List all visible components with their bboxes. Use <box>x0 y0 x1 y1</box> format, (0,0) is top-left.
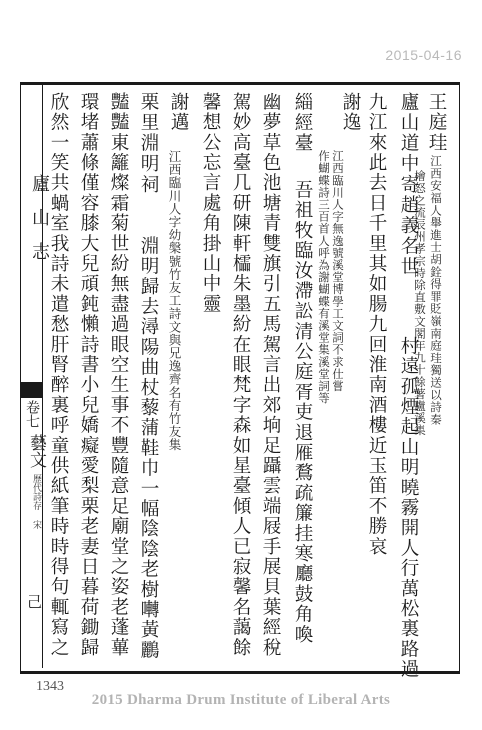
poem-line: 欣然一笑共蝸室我詩未遣愁肝腎醉裏呼童供紙筆時時得句輒寫之 <box>48 92 69 658</box>
poem-line: 環堵蕭條僅容膝大兒頑鈍懶詩書小兒嬌癡愛梨栗老妻日暮荷鋤歸 <box>78 92 99 658</box>
poem-title-zijingtai: 緇經臺 <box>292 92 313 154</box>
author-note-line-2: 檜怒之流辰州孝宗時除直敷文閣年九十餘著盧溪集 <box>413 170 427 437</box>
poem-line: 豔豔東籬燦霜菊世紛無盡過眼空生事不豐隨意足廟堂之姿老蓬蓽 <box>108 92 129 658</box>
margin-subsection: 歷代詩存 宋 <box>31 474 41 529</box>
book-margin-column <box>20 82 50 668</box>
poem-line: 駕妙高臺几研陳軒櫺朱墨紛在眼梵字森如星臺傾人已寂馨名藹餘 <box>230 92 251 658</box>
poem-line: 幽夢草色池塘青雙旗引五馬駕言出郊垧足躡雲端屐手展貝葉經稅 <box>260 92 281 658</box>
date-stamp: 2015-04-16 <box>385 47 462 63</box>
author-line-xie-mai <box>166 92 191 132</box>
footer-watermark: 2015 Dharma Drum Institute of Liberal Arts <box>91 692 391 708</box>
author-line-wang-tinggui <box>424 92 449 425</box>
margin-folio: 己 <box>25 594 43 609</box>
margin-section: 藝文 <box>26 434 46 468</box>
margin-fishtail-mark <box>20 382 42 398</box>
poem-line: 九江來此去日千里其如腸九回淮南酒樓近玉笛不勝哀 <box>366 92 387 557</box>
poem-line: 吾祖牧臨汝滯訟清公庭胥吏退雁鶩疏簾挂寒廳鼓角喚 <box>292 180 313 645</box>
poem-title-lushan-road: 廬山道中寄趙義名世 <box>398 92 419 278</box>
poem-line: 淵明歸去潯陽曲杖藜蒲鞋巾一幅陰陰老樹囀黃鸝 <box>138 236 159 661</box>
poem-line: 村遠孤煙起山明曉霧開人行萬松裏路過 <box>398 336 419 680</box>
poem-title-lili-yuanming-shrine: 栗里淵明祠 <box>138 92 159 195</box>
author-note: 江西安福人舉進士胡銓得罪貶嶺南庭珪獨送以詩秦 <box>429 154 443 426</box>
author-note-line-2: 作蝴蝶詩三百首人呼為謝蝴蝶有溪堂集溪堂詞等 <box>317 150 331 405</box>
author-name: 謝邁 <box>168 92 189 133</box>
page-number: 1343 <box>36 679 64 694</box>
margin-book-title: 廬山志 <box>29 174 50 276</box>
author-note-line-1: 江西臨川人字無逸號溪堂博學工文詞不求仕嘗 <box>331 150 345 392</box>
author-line-xie-yi <box>338 92 363 132</box>
poem-line: 馨想公忘言處角掛山中靈 <box>200 92 221 315</box>
author-name: 王庭珪 <box>426 92 447 153</box>
author-name: 謝逸 <box>340 92 361 133</box>
margin-volume: 卷七 <box>24 400 40 428</box>
author-note: 江西臨川人字幼槃號竹友工詩文與兄逸齊名有竹友集 <box>167 150 182 452</box>
